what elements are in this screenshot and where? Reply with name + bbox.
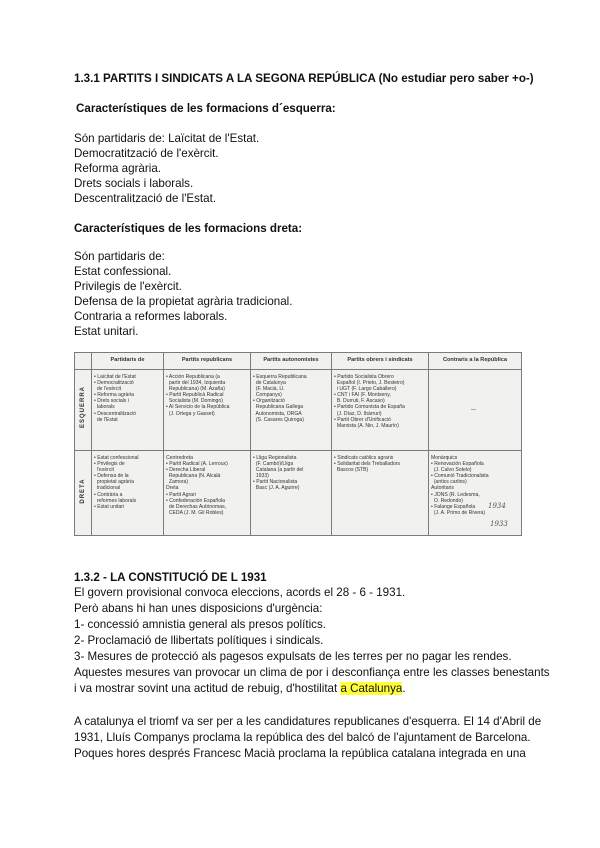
table-cell: • Acción Republicana (a partir del 1934, Izquierda Republicana) (M. Azaña) • Partit Republicà Radical Socialista (M. Domingo) • Al Servicio de la República (J. Ortega y Gasset): [166, 374, 230, 417]
row-label-esquerra: ESQUERRA: [80, 386, 86, 429]
paragraph-line: Però abans hi han unes disposicions d'urgència:: [74, 602, 323, 615]
section-heading-1-3-1: 1.3.1 PARTITS I SINDICATS A LA SEGONA REPÚBLICA (No estudiar pero saber +o-): [74, 72, 534, 85]
table-header: Contraris a la República: [442, 357, 508, 363]
handwritten-note: 1934: [488, 502, 506, 510]
right-line: Privilegis de l'exèrcit.: [74, 280, 182, 293]
parties-table-image: [74, 352, 522, 536]
right-line: Contraria a reformes laborals.: [74, 310, 228, 323]
left-line: Democratització de l'exèrcit.: [74, 147, 219, 160]
paragraph-line: A catalunya el triomf va ser per a les candidatures republicanes d'esquerra. El 14 d'Abril de: [74, 715, 542, 728]
table-cell: —: [471, 407, 477, 413]
table-cell: Monàrquics • Renovación Española (J. Calvo Sotelo) • Comunió Tradicionalista (antics carlins) Autoritaris • JONS (R. Ledesma, O. Redondo) • Falange Española (J. A. Primo de Rivera): [431, 455, 489, 516]
right-line: Són partidaris de:: [74, 250, 165, 263]
table-header: Partits obrers i sindicats: [347, 357, 413, 363]
paragraph-line: [74, 681, 406, 696]
table-header: Partits republicans: [181, 357, 233, 363]
paragraph-line: Poques hores després Francesc Macià proclama la república catalana integrada en una: [74, 747, 526, 760]
table-cell: • Laïcitat de l'Estat • Democratització de l'exèrcit • Reforma agrària • Drets socials i laborals • Descentralització de l'Estat: [94, 374, 136, 423]
table-cell: • Esquerra Republicana de Catalunya (F. Macià, Ll. Companys) • Organització Republicana Gallega Autonomista, ORGA (S. Casares Quiroga): [253, 374, 307, 423]
paragraph-text: .: [402, 682, 406, 695]
paragraph-line: Aquestes mesures van provocar un clima de por i desconfiança entre les classes benestants: [74, 666, 550, 679]
handwritten-note: 1933: [490, 520, 508, 528]
table-cell: • Lliga Regionalista (F. Cambó)/Lliga Catalana (a partir del 1933) • Partit Nacionalista Basc (J. A. Aguirre): [253, 455, 304, 492]
table-cell: • Sindicats catòlics agraris • Solidaritat dels Treballadors Bascos (STB): [334, 455, 401, 474]
right-line: Estat confessional.: [74, 265, 172, 278]
table-header: Partits autonomistes: [263, 357, 319, 363]
paragraph-text: i va mostrar sovint una actitud de rebuig, d'hostilitat: [74, 682, 341, 695]
paragraph-line: 3- Mesures de protecció als pagesos expulsats de les terres per no pagar les rendes.: [74, 650, 512, 663]
left-line: Drets socials i laborals.: [74, 177, 194, 190]
left-line: Reforma agrària.: [74, 162, 161, 175]
table-cell: Centredreta • Partit Radical (A. Lerroux) • Derecha Liberal Republicana (N. Alcalá Zamora) Dreta • Partit Agrari • Confederación Española de Derechas Autónomas, CEDA (J. M. Gil Robles): [166, 455, 228, 516]
paragraph-line: 1- concessió amnistia general als presos polítics.: [74, 618, 326, 631]
section-heading-1-3-2: 1.3.2 - LA CONSTITUCIÓ DE L 1931: [74, 571, 267, 584]
left-formations-heading: Característiques de les formacions d´esquerra:: [76, 102, 336, 115]
right-line: Defensa de la propietat agrària tradicional.: [74, 295, 293, 308]
left-line: Són partidaris de: Laïcitat de l'Estat.: [74, 132, 260, 145]
left-line: Descentralització de l'Estat.: [74, 192, 217, 205]
table-cell: • Partido Socialista Obrero Español (I. Prieto, J. Besteiro) i UGT (F. Largo Caballero) • CNT i FAI (F. Montseny, B. Durruti, F. Ascaso) • Partido Comunista de España (J. Díaz, D. Ibárruri) • Partit Obrer d'Unificació Marxista (A. Nin, J. Maurín): [334, 374, 405, 429]
table-cell: • Estat confessional • Privilegis de l'exèrcit • Defensa de la propietat agrària tradicional • Contrària a reformes laborals • Estat unitari: [94, 455, 139, 510]
right-formations-heading: Característiques de les formacions dreta:: [74, 222, 303, 235]
paragraph-line: El govern provisional convoca eleccions, acords el 28 - 6 - 1931.: [74, 586, 406, 599]
highlighted-text-catalunya: a Catalunya: [340, 682, 403, 695]
right-line: Estat unitari.: [74, 325, 139, 338]
row-label-dreta: DRETA: [80, 478, 86, 504]
paragraph-line: 1931, Lluís Companys proclama la república des del balcó de l'ajuntament de Barcelona.: [74, 731, 531, 744]
table-header: Partidaris de: [110, 357, 145, 363]
paragraph-line: 2- Proclamació de llibertats polítiques i sindicals.: [74, 634, 324, 647]
